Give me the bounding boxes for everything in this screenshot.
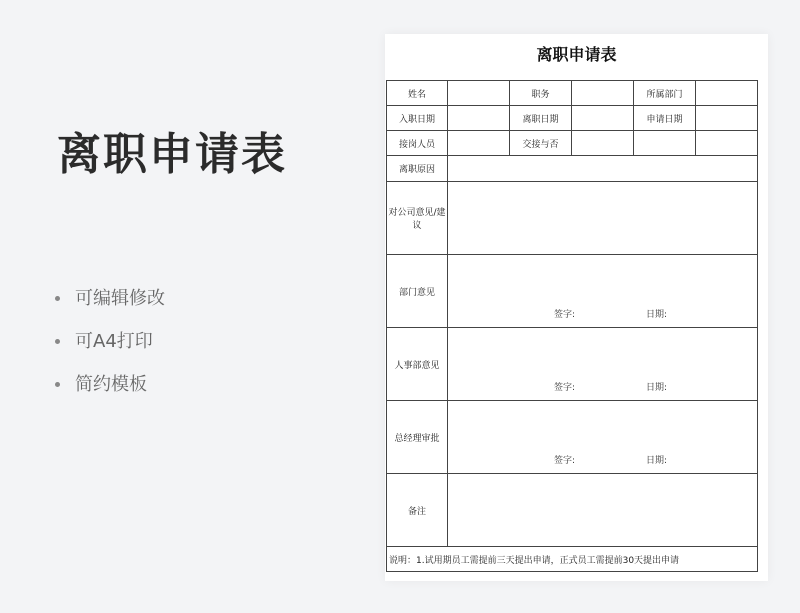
successor-label: 接岗人员: [387, 131, 448, 156]
successor-field[interactable]: [448, 131, 510, 156]
feature-label: 简约模板: [75, 374, 147, 395]
page-title: 离职申请表: [57, 129, 287, 180]
form-preview: [385, 34, 768, 581]
date-label: 日期:: [646, 456, 668, 466]
table-row: [387, 156, 758, 182]
apply-date-label: 申请日期: [634, 106, 696, 131]
department-label: 所属部门: [634, 81, 696, 106]
company-feedback-field[interactable]: [448, 182, 758, 255]
department-field[interactable]: [696, 81, 758, 106]
table-row: [387, 401, 758, 474]
hr-opinion-label: 人事部意见: [387, 328, 448, 401]
dept-opinion-field[interactable]: [448, 255, 758, 328]
name-label: 姓名: [387, 81, 448, 106]
form-title: 离职申请表: [536, 45, 617, 64]
apply-date-field[interactable]: [696, 106, 758, 131]
gm-approval-field[interactable]: [448, 401, 758, 474]
hire-date-field[interactable]: [448, 106, 510, 131]
table-row: [387, 182, 758, 255]
name-field[interactable]: [448, 81, 510, 106]
table-row: [387, 81, 758, 106]
bullet-icon: [55, 296, 60, 301]
bullet-icon: [55, 339, 60, 344]
feature-item: [55, 328, 165, 371]
table-row: [387, 547, 758, 572]
remarks-label: 备注: [387, 474, 448, 547]
hire-date-label: 入职日期: [387, 106, 448, 131]
resign-date-label: 离职日期: [510, 106, 572, 131]
blank-cell: [634, 131, 696, 156]
form-note: 说明：1.试用期员工需提前三天提出申请，正式员工需提前30天提出申请: [387, 547, 758, 572]
position-field[interactable]: [572, 81, 634, 106]
blank-cell: [696, 131, 758, 156]
date-label: 日期:: [646, 310, 668, 320]
resignation-form-table: [386, 80, 758, 572]
position-label: 职务: [510, 81, 572, 106]
sign-label: 签字:: [554, 456, 576, 466]
dept-opinion-label: 部门意见: [387, 255, 448, 328]
company-feedback-label: 对公司意见/建议: [387, 182, 448, 255]
sign-label: 签字:: [554, 310, 576, 320]
bullet-icon: [55, 382, 60, 387]
remarks-field[interactable]: [448, 474, 758, 547]
hr-opinion-field[interactable]: [448, 328, 758, 401]
table-row: [387, 255, 758, 328]
reason-label: 离职原因: [387, 156, 448, 182]
table-row: [387, 474, 758, 547]
sign-label: 签字:: [554, 383, 576, 393]
feature-list: [55, 285, 165, 414]
reason-field[interactable]: [448, 156, 758, 182]
handover-field[interactable]: [572, 131, 634, 156]
resign-date-field[interactable]: [572, 106, 634, 131]
handover-label: 交接与否: [510, 131, 572, 156]
feature-item: [55, 371, 165, 414]
feature-label: 可A4打印: [75, 331, 153, 352]
table-row: [387, 131, 758, 156]
table-row: [387, 328, 758, 401]
feature-label: 可编辑修改: [75, 288, 165, 309]
date-label: 日期:: [646, 383, 668, 393]
gm-approval-label: 总经理审批: [387, 401, 448, 474]
feature-item: [55, 285, 165, 328]
table-row: [387, 106, 758, 131]
